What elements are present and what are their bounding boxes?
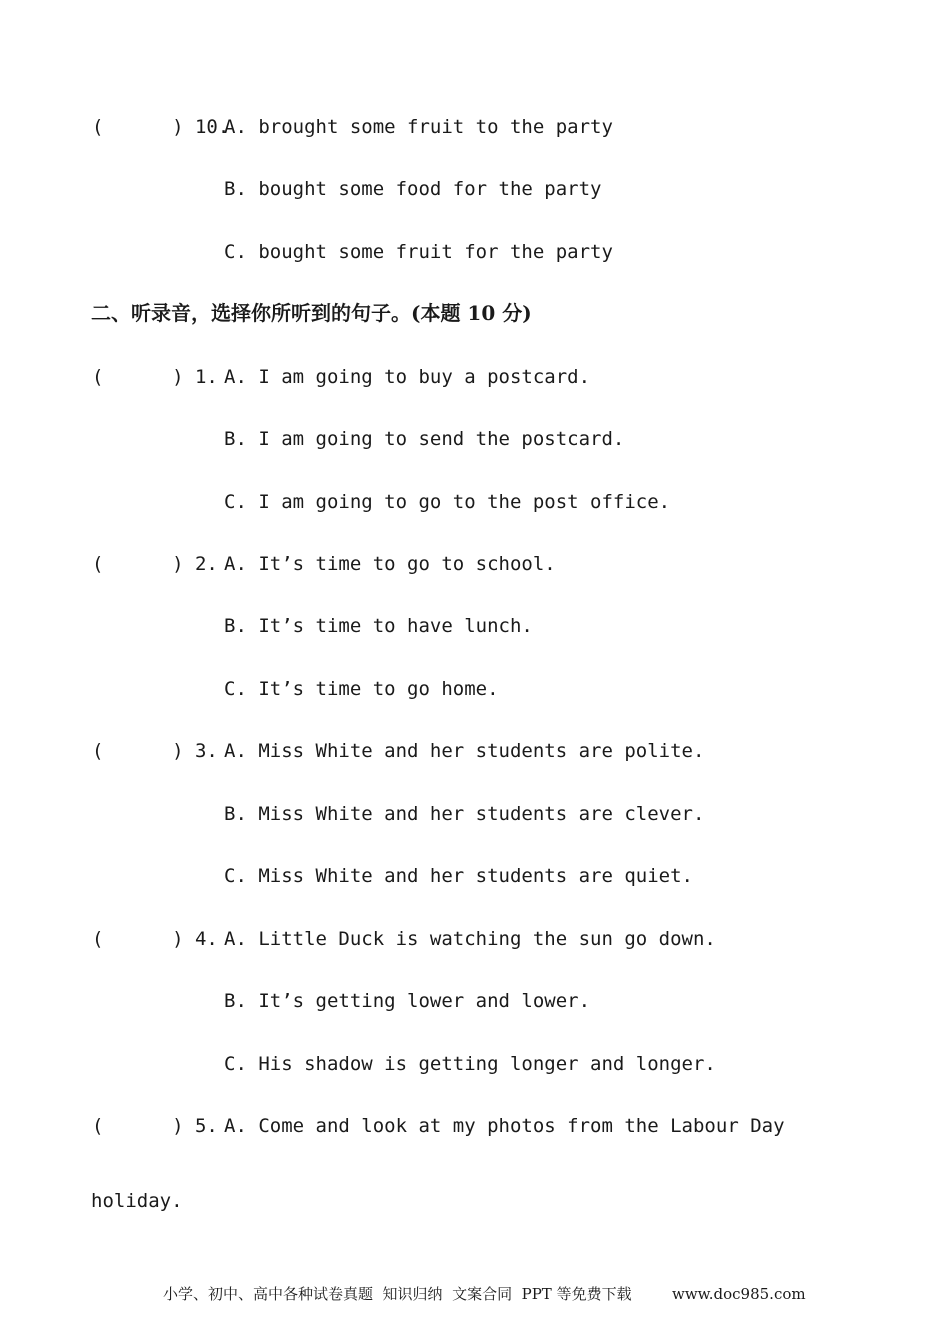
section-2-heading: 二、听录音，选择你所听到的句子。(本题 10 分): [91, 301, 532, 325]
q5-option-a: A. Come and look at my photos from the Labour Day: [224, 1115, 785, 1137]
q5-option-a-continued: holiday.: [91, 1190, 183, 1212]
q4-option-a: A. Little Duck is watching the sun go down.: [224, 928, 716, 950]
q1-option-a: A. I am going to buy a postcard.: [224, 366, 591, 388]
q1-paren: ( ) 1.: [92, 366, 218, 388]
q2-option-c: C. It’s time to go home.: [224, 678, 499, 700]
q4-option-c: C. His shadow is getting longer and longer.: [224, 1053, 716, 1075]
q10-option-a: A. brought some fruit to the party: [224, 116, 613, 138]
footer-text: 小学、初中、高中各种试卷真题 知识归纳 文案合同 PPT 等免费下载: [163, 1285, 632, 1303]
q10-option-b: B. bought some food for the party: [224, 178, 602, 200]
q3-option-c: C. Miss White and her students are quiet.: [224, 865, 693, 887]
q2-option-a: A. It’s time to go to school.: [224, 553, 556, 575]
q4-option-b: B. It’s getting lower and lower.: [224, 990, 591, 1012]
q10-paren: ( ) 10.: [92, 116, 230, 138]
q3-option-a: A. Miss White and her students are polite.: [224, 740, 705, 762]
q5-paren: ( ) 5.: [92, 1115, 218, 1137]
q1-option-c: C. I am going to go to the post office.: [224, 491, 671, 513]
footer-url[interactable]: www.doc985.com: [672, 1285, 806, 1303]
q4-paren: ( ) 4.: [92, 928, 218, 950]
q3-paren: ( ) 3.: [92, 740, 218, 762]
q2-paren: ( ) 2.: [92, 553, 218, 575]
q3-option-b: B. Miss White and her students are clever.: [224, 803, 705, 825]
q10-option-c: C. bought some fruit for the party: [224, 241, 613, 263]
q1-option-b: B. I am going to send the postcard.: [224, 428, 625, 450]
q2-option-b: B. It’s time to have lunch.: [224, 615, 533, 637]
